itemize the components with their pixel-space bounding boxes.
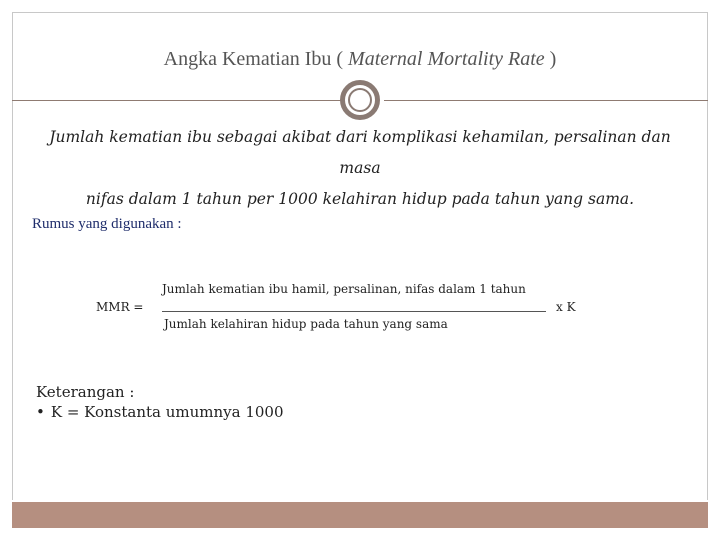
- ring-inner: [348, 88, 372, 112]
- definition-line-2: nifas dalam 1 tahun per 1000 kelahiran hidup pada tahun yang sama.: [85, 190, 635, 208]
- formula-label: Rumus yang digunakan :: [32, 216, 182, 232]
- formula-denominator: Jumlah kelahiran hidup pada tahun yang sama: [164, 317, 448, 331]
- formula-numerator: Jumlah kematian ibu hamil, persalinan, nifas dalam 1 tahun: [162, 282, 526, 296]
- bullet-icon: •: [36, 403, 45, 421]
- notes-heading: Keterangan :: [36, 383, 135, 401]
- notes-item: [36, 402, 284, 422]
- definition-line-1: Jumlah kematian ibu sebagai akibat dari komplikasi kehamilan, persalinan dan masa: [49, 128, 671, 177]
- title-prefix: Angka Kematian Ibu (: [163, 48, 349, 70]
- title-suffix: ): [544, 48, 557, 70]
- definition-text: [30, 122, 690, 215]
- title-italic: Maternal Mortality Rate: [348, 48, 545, 70]
- slide-title: [0, 48, 720, 71]
- fraction-line: [162, 311, 546, 312]
- ring-ornament-icon: [340, 80, 380, 120]
- formula-multiplier: x K: [556, 300, 576, 314]
- notes-section: [36, 382, 284, 422]
- formula-lhs: MMR =: [96, 300, 144, 314]
- footer-bar: [12, 502, 708, 528]
- notes-item-text: K = Konstanta umumnya 1000: [50, 403, 284, 421]
- title-divider-right: [384, 100, 708, 101]
- title-divider-left: [12, 100, 342, 101]
